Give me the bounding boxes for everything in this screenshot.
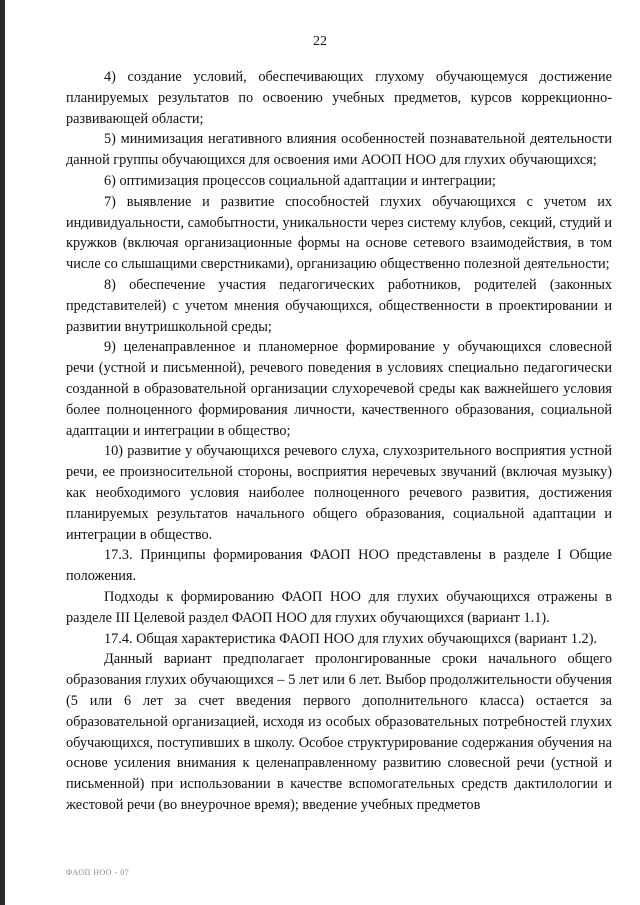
footer-mark: ФАОП НОО - 07 <box>66 868 130 877</box>
variant-description-paragraph: Данный вариант предполагает пролонгированные сроки начального общего образования глухих обучающихся – 5 лет или 6 лет. Выбор продолжительности обучения (5 или 6 лет за счет введения первого дополнительного класса) остается за образовательной организацией, исходя из особых образовательных потребностей глухих обучающихся, поступивших в школу. Особое структурирование содержания обучения на основе усиления внимания к целенаправленному развитию словесной речи (устной и письменной) при использовании в качестве вспомогательных средств дактилологии и жестовой речи (во внеурочное время); введение учебных предметов <box>66 651 612 813</box>
paragraph-item-4: 4) создание условий, обеспечивающих глухому обучающемуся достижение планируемых результатов по освоению учебных предметов, курсов коррекционно-развивающей области; <box>66 69 612 127</box>
paragraph-item-7: 7) выявление и развитие способностей глухих обучающихся с учетом их индивидуальности, самобытности, уникальности через систему клубов, секций, студий и кружков (включая организационные формы на основе сетевого взаимодействия, в том числе со слышащими сверстниками), организацию общественно полезной деятельности; <box>66 193 612 273</box>
section-17-4: 17.4. Общая характеристика ФАОП НОО для глухих обучающихся (вариант 1.2). <box>104 630 598 647</box>
page-number: 22 <box>313 34 327 49</box>
paragraph-item-6: 6) оптимизация процессов социальной адаптации и интеграции; <box>104 172 496 189</box>
section-17-3: 17.3. Принципы формирования ФАОП НОО представлены в разделе I Общие положения. <box>66 547 612 585</box>
paragraph-item-10: 10) развитие у обучающихся речевого слуха, слухозрительного восприятия устной речи, ее произносительной стороны, восприятия неречевых звучаний (включая музыку) как необходимого условия наиболее полноценного речевого развития, достижения планируемых результатов начального общего образования, социальной адаптации и интеграции в общество. <box>66 443 612 543</box>
paragraph-item-8: 8) обеспечение участия педагогических работников, родителей (законных представителей) с учетом мнения обучающихся, общественности в проектировании и развитии внутришкольной среды; <box>66 276 612 335</box>
approaches-paragraph: Подходы к формированию ФАОП НОО для глухих обучающихся отражены в разделе III Целевой раздел ФАОП НОО для глухих обучающихся (вариант 1.1). <box>66 588 612 626</box>
paragraph-item-5: 5) минимизация негативного влияния особенностей познавательной деятельности данной группы обучающихся для освоения ими АООП НОО для глухих обучающихся; <box>66 131 612 169</box>
scan-edge <box>0 0 5 905</box>
document-body <box>66 67 612 816</box>
paragraph-item-9: 9) целенаправленное и планомерное формирование у обучающихся словесной речи (устной и письменной), речевого поведения в условиях специально педагогически созданной в образовательной организации слухоречевой среды как важнейшего условия более полноценного формирования личности, качественного образования, социальной адаптации и интеграции в общество; <box>66 339 612 439</box>
